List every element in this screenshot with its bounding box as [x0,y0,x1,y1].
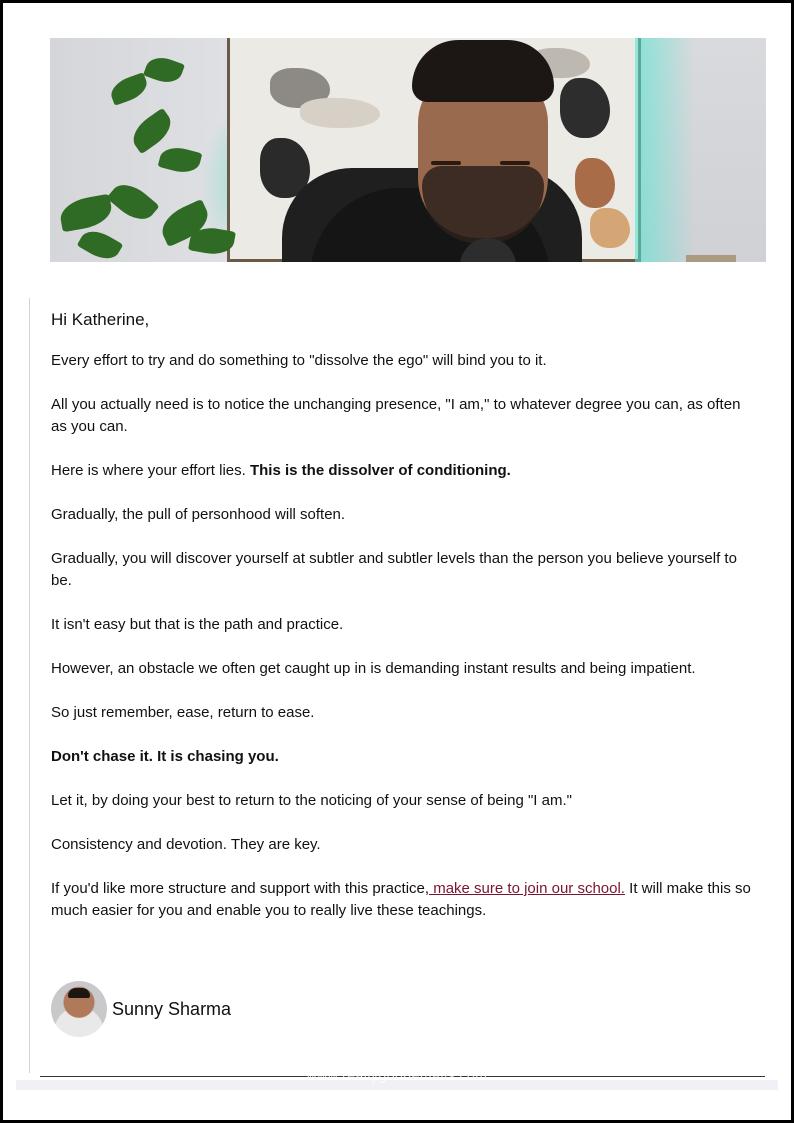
paragraph: Let it, by doing your best to return to the noticing of your sense of being "I am." [51,792,572,809]
paragraph [51,460,759,482]
paragraph-bold: Don't chase it. It is chasing you. [51,748,279,765]
paragraph: It isn't easy but that is the path and practice. [51,616,344,633]
paragraph-text: If you'd like more structure and support with this practice, [51,880,430,897]
avatar [51,981,107,1037]
paragraph: All you actually need is to notice the unchanging presence, "I am," to whatever degree you can, as often as you can. [51,396,741,435]
watermark: www.reallygoodemails.com [306,1067,488,1083]
email-body [51,308,759,944]
signature [51,981,231,1037]
hero-image [50,38,766,262]
paragraph-text: Here is where your effort lies. [51,462,250,479]
paragraph-bold: This is the dissolver of conditioning. [249,462,511,479]
paragraph [51,746,759,768]
paragraph [51,878,759,922]
left-rule [29,298,30,1073]
paragraph: Gradually, the pull of personhood will soften. [51,506,346,523]
paragraph: Gradually, you will discover yourself at subtler and subtler levels than the person you believe yourself to be. [51,550,737,589]
greeting: Hi Katherine, [51,310,150,329]
paragraph: However, an obstacle we often get caught up in is demanding instant results and being impatient. [51,660,696,677]
paragraph-text: It will make this so much easier for you and enable you to really live these teachings. [51,880,751,919]
signature-name: Sunny Sharma [112,998,232,1019]
paragraph: Consistency and devotion. They are key. [51,836,321,853]
paragraph: Every effort to try and do something to "dissolve the ego" will bind you to it. [51,352,547,369]
paragraph: So just remember, ease, return to ease. [51,704,315,721]
join-school-link[interactable]: make sure to join our school. [429,880,625,897]
